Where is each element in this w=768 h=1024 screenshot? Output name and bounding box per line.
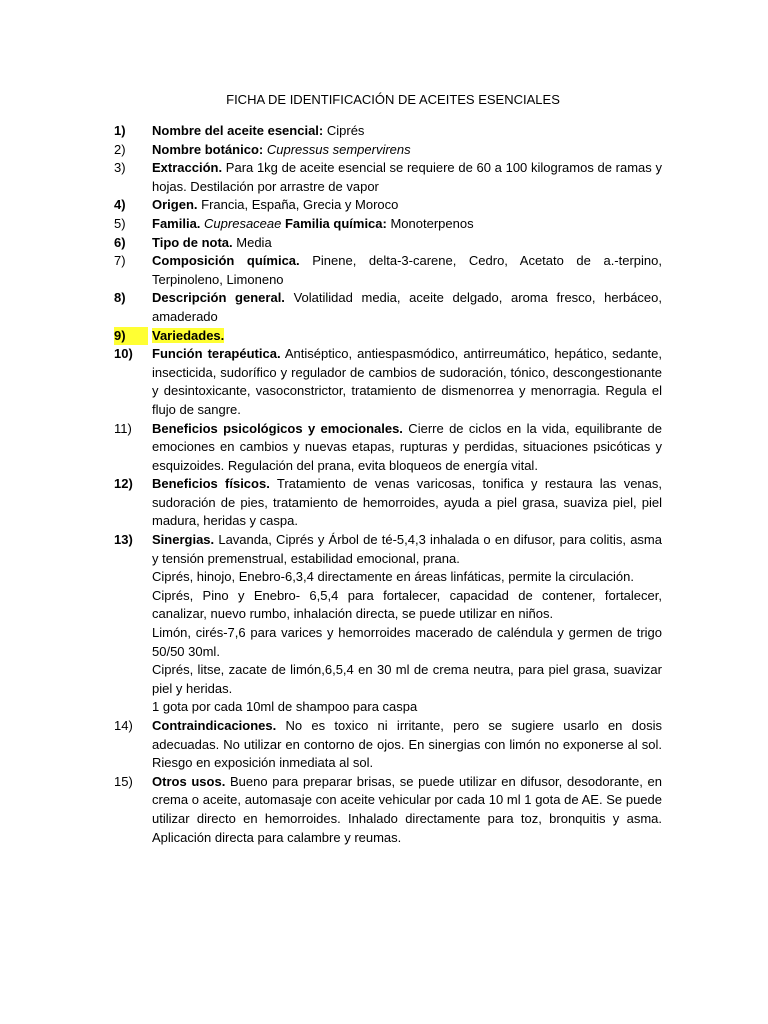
item-number: 11) xyxy=(114,420,132,436)
item-body: Ciprés xyxy=(323,123,365,138)
list-item xyxy=(114,215,662,234)
item-label: Tipo de nota. xyxy=(152,234,233,250)
item-text xyxy=(152,774,662,845)
item-number: 9) xyxy=(114,327,148,346)
item-body: Monoterpenos xyxy=(386,215,474,231)
item-label: Familia. xyxy=(152,215,201,231)
list-item xyxy=(114,327,662,346)
item-number: 8) xyxy=(114,290,126,306)
item-italic: Cupressus sempervirens xyxy=(263,141,411,157)
synergy-line: Limón, cirés-7,6 para varices y hemorroides macerado de caléndula y germen de trigo 50/50 30ml. xyxy=(152,625,662,659)
list-item xyxy=(114,159,662,196)
item-number: 6) xyxy=(114,234,126,250)
item-number: 14) xyxy=(114,718,133,733)
item-body: Pinene, delta-3-carene, Cedro, Acetato de a.-terpino, Terpinoleno, Limoneno xyxy=(152,253,662,287)
item-body: Tratamiento de venas varicosas, tonifica y restaura las venas, sudoración de pies, tratamiento de hemorroides, ayuda a piel grasa, suaviza piel, piel madura, heridas y caspa. xyxy=(152,476,662,529)
item-italic: Cupresaceae xyxy=(200,215,282,231)
item-body: Cierre de ciclos en la vida, equilibrante de emociones en cambios y nuevas etapas, rupturas y perdidas, situaciones psicóticas y esquizoides. Regulación del prana, evita bloqueos de energía vital. xyxy=(152,420,663,473)
list-item xyxy=(114,122,662,141)
item-body: Para 1kg de aceite esencial se requiere de 60 a 100 kilogramos de ramas y hojas. Destilación por arrastre de vapor xyxy=(152,160,662,194)
item-text xyxy=(152,532,662,566)
item-body: Media xyxy=(232,234,272,250)
synergy-line: Ciprés, hinojo, Enebro-6,3,4 directamente en áreas linfáticas, permite la circulación. xyxy=(152,569,634,585)
item-label: Sinergias. xyxy=(152,532,215,548)
item-text xyxy=(152,123,364,138)
item-text xyxy=(152,160,662,194)
item-text xyxy=(152,476,662,528)
item-label: Nombre del aceite esencial: xyxy=(152,123,324,138)
item-number: 4) xyxy=(114,197,126,213)
list-item xyxy=(114,773,662,847)
item-label: Beneficios psicológicos y emocionales. xyxy=(152,420,403,436)
item-body: Antiséptico, antiespasmódico, antirreumático, hepático, sedante, insecticida, sudorífico y regulador de cambios de sudoración, tónico, descongestionante y desintoxicante, vasoconstrictor, tratamiento de dismenorrea y menorragia. Regula el flujo de sangre. xyxy=(152,346,662,417)
document-title: FICHA DE IDENTIFICACIÓN DE ACEITES ESENCIALES xyxy=(226,92,560,107)
item-label: Beneficios físicos. xyxy=(152,476,270,492)
item-label: Extracción. xyxy=(152,160,223,176)
list-item xyxy=(114,234,662,253)
list-item xyxy=(114,420,662,476)
item-list xyxy=(114,122,662,847)
item-label: Origen. xyxy=(152,197,198,213)
item-label: Descripción general. xyxy=(152,290,285,306)
item-label: Otros usos. xyxy=(152,773,226,789)
item-body: Volatilidad media, aceite delgado, aroma fresco, herbáceo, amaderado xyxy=(152,290,662,324)
item-body: No es toxico ni irritante, pero se sugiere usarlo en dosis adecuadas. No utilizar en contorno de ojos. En sinergias con limón no exponerse al sol. Riesgo en exposición inmediata al sol. xyxy=(152,718,662,771)
item-text xyxy=(152,197,398,212)
item-text xyxy=(152,216,474,231)
item-text xyxy=(152,235,272,250)
synergy-line: Ciprés, litse, zacate de limón,6,5,4 en 30 ml de crema neutra, para piel grasa, suavizar piel y heridas. xyxy=(152,662,662,696)
item-text xyxy=(152,421,662,473)
item-text xyxy=(152,346,662,417)
item-text xyxy=(152,142,411,157)
item-number: 10) xyxy=(114,346,133,362)
item-text xyxy=(152,290,662,324)
synergy-line: Ciprés, Pino y Enebro- 6,5,4 para fortalecer, capacidad de contener, fortalecer, canalizar, nuevo rumbo, inhalación directa, se puede utilizar en niños. xyxy=(152,587,662,622)
item-number: 1) xyxy=(114,123,126,138)
list-item xyxy=(114,196,662,215)
list-item xyxy=(114,475,662,531)
item-label: Nombre botánico: xyxy=(152,141,264,157)
item-number: 2) xyxy=(114,141,126,157)
item-label: Variedades. xyxy=(152,327,225,343)
list-item xyxy=(114,252,662,289)
item-body: Francia, España, Grecia y Moroco xyxy=(197,197,399,213)
item-label-secondary: Familia química: xyxy=(281,215,387,231)
item-body: Lavanda, Ciprés y Árbol de té-5,4,3 inhalada o en difusor, para colitis, asma y tensión premenstrual, estabilidad emocional, prana. xyxy=(152,532,662,566)
item-label: Contraindicaciones. xyxy=(152,718,277,733)
item-text xyxy=(152,253,662,287)
item-label: Composición química. xyxy=(152,253,300,269)
list-item xyxy=(114,717,662,773)
item-number: 15) xyxy=(114,773,133,789)
item-number: 7) xyxy=(114,253,126,269)
list-item xyxy=(114,141,662,160)
item-text xyxy=(152,328,224,343)
item-number: 5) xyxy=(114,215,126,231)
list-item xyxy=(114,289,662,326)
item-label: Función terapéutica. xyxy=(152,346,281,362)
item-text xyxy=(152,718,662,770)
synergy-line: 1 gota por cada 10ml de shampoo para caspa xyxy=(152,699,418,715)
item-number: 13) xyxy=(114,532,133,548)
list-item xyxy=(114,345,662,419)
item-body: Bueno para preparar brisas, se puede utilizar en difusor, desodorante, en crema o aceite, automasaje con aceite vehicular por cada 10 ml 1 gota de AE. Se puede utilizar directo en hemorroides. Inhalado directamente para toz, bronquitis y asma. Aplicación directa para calambre y reumas. xyxy=(152,773,662,845)
item-number: 3) xyxy=(114,160,126,176)
item-number: 12) xyxy=(114,476,133,492)
list-item xyxy=(114,531,662,717)
